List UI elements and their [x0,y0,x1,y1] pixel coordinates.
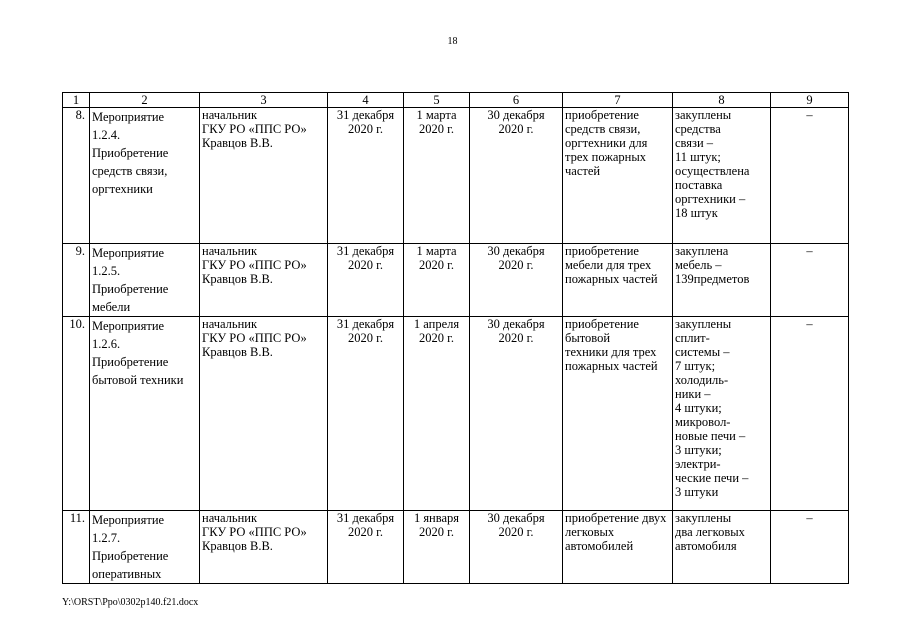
note: – [771,244,849,317]
end-date: 30 декабря 2020 г. [470,108,563,244]
expected-result: приобретение двух легковых автомобилей [563,511,673,584]
event-name: Мероприятие 1.2.5. Приобретение мебели [90,244,200,317]
event-name: Мероприятие 1.2.4. Приобретение средств связи, оргтехники [90,108,200,244]
note: – [771,511,849,584]
responsible-person: начальник ГКУ РО «ППС РО» Кравцов В.В. [200,317,328,511]
end-date: 30 декабря 2020 г. [470,244,563,317]
end-date: 30 декабря 2020 г. [470,317,563,511]
column-header: 5 [404,93,470,108]
planned-date: 31 декабря 2020 г. [328,511,404,584]
actual-result: закуплены средства связи – 11 штук; осуществлена поставка оргтехники – 18 штук [673,108,771,244]
planned-date: 31 декабря 2020 г. [328,317,404,511]
responsible-person: начальник ГКУ РО «ППС РО» Кравцов В.В. [200,244,328,317]
row-number: 11. [63,511,90,584]
planned-date: 31 декабря 2020 г. [328,244,404,317]
column-header: 1 [63,93,90,108]
note: – [771,108,849,244]
column-header: 4 [328,93,404,108]
table-row [63,244,849,317]
planned-date: 31 декабря 2020 г. [328,108,404,244]
column-header: 6 [470,93,563,108]
row-number: 9. [63,244,90,317]
row-number: 8. [63,108,90,244]
column-header: 2 [90,93,200,108]
start-date: 1 марта 2020 г. [404,244,470,317]
table-row [63,108,849,244]
actual-result: закуплены сплит- системы – 7 штук; холодиль- ники – 4 штуки; микровол- новые печи – 3 штуки; электри- ческие печи – 3 штуки [673,317,771,511]
actual-result: закуплена мебель – 139предметов [673,244,771,317]
column-header: 9 [771,93,849,108]
expected-result: приобретение средств связи, оргтехники для трех пожарных частей [563,108,673,244]
note: – [771,317,849,511]
expected-result: приобретение мебели для трех пожарных частей [563,244,673,317]
event-name: Мероприятие 1.2.6. Приобретение бытовой техники [90,317,200,511]
file-path-footer: Y:\ORST\Ppo\0302p140.f21.docx [62,597,199,608]
event-name: Мероприятие 1.2.7. Приобретение оперативных [90,511,200,584]
responsible-person: начальник ГКУ РО «ППС РО» Кравцов В.В. [200,511,328,584]
column-header: 3 [200,93,328,108]
page-number: 18 [447,36,458,47]
start-date: 1 марта 2020 г. [404,108,470,244]
start-date: 1 января 2020 г. [404,511,470,584]
table-row [63,317,849,511]
row-number: 10. [63,317,90,511]
actual-result: закуплены два легковых автомобиля [673,511,771,584]
responsible-person: начальник ГКУ РО «ППС РО» Кравцов В.В. [200,108,328,244]
report-table [62,92,849,584]
expected-result: приобретение бытовой техники для трех пожарных частей [563,317,673,511]
table-row [63,511,849,584]
end-date: 30 декабря 2020 г. [470,511,563,584]
column-header: 7 [563,93,673,108]
table-header-row [63,93,849,108]
start-date: 1 апреля 2020 г. [404,317,470,511]
column-header: 8 [673,93,771,108]
